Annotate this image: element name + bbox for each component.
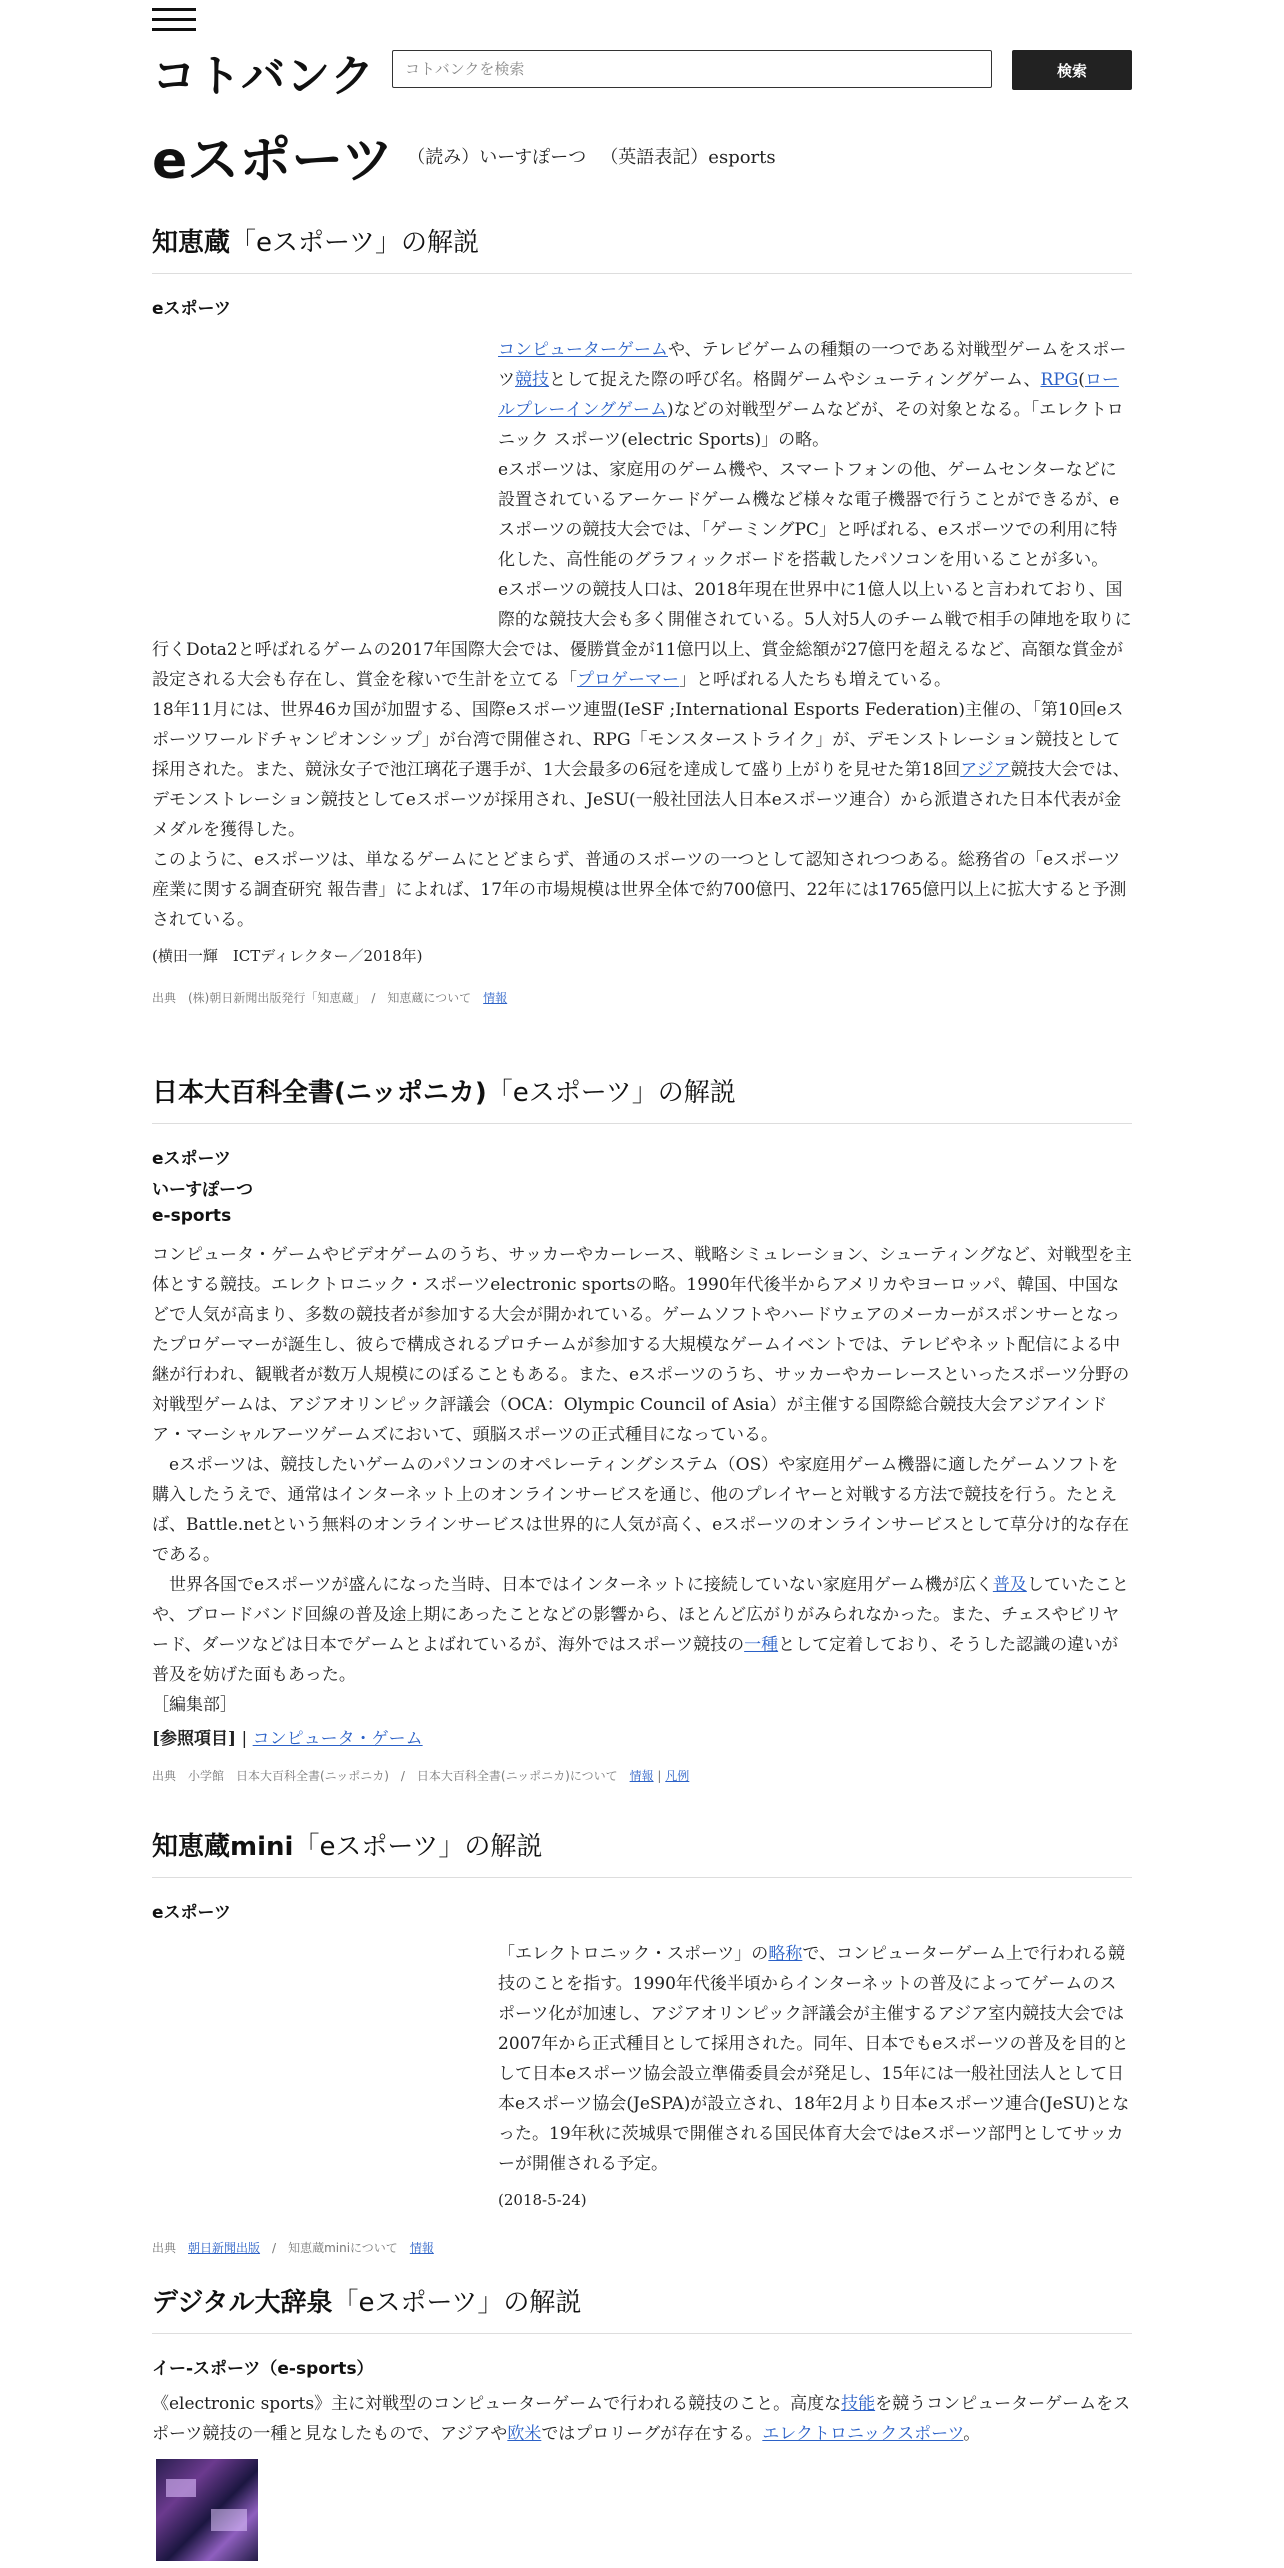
link-rpg[interactable]: RPG	[1040, 370, 1079, 390]
section-title	[152, 2282, 1132, 2334]
link-role-playing-game[interactable]: ロールプレーイングゲーム	[498, 370, 1119, 420]
dictionary-name: 知恵蔵	[152, 228, 231, 258]
entry-heading	[152, 1144, 1132, 1226]
hamburger-menu-icon[interactable]	[152, 8, 196, 32]
link-isshu[interactable]: 一種	[744, 1635, 779, 1655]
publisher-link[interactable]: 朝日新聞出版	[188, 2241, 261, 2255]
paragraph: eスポーツの競技人口は、2018年現在世界中に1億人以上いると言われており、国際的な競技大会も多く開催されている。5人対5人のチーム戦で相手の陣地を取りに行くDota2と呼ばれるゲームの2017年国際大会では、優勝賞金が11億円以上、賞金総額が27億円を超えるなど、高額な賞金が設定される大会も存在し、賞金を稼いで生計を立てる「プロゲーマー」と呼ばれる人たちも増えている。	[152, 580, 1132, 690]
paragraph: 「エレクトロニック・スポーツ」の略称で、コンピューターゲーム上で行われる競技のことを指す。1990年代後半頃からインターネットの普及によってゲームのスポーツ化が加速し、アジアオリンピック評議会が主催するアジア室内競技大会では2007年から正式種目として採用された。同年、日本でもeスポーツの普及を目的として日本eスポーツ協会設立準備委員会が発足し、15年には一般社団法人として日本eスポーツ協会(JeSPA)が設立され、18年2月より日本eスポーツ連合(JeSU)となった。19年秋に茨城県で開催される国民体育大会ではeスポーツ部門としてサッカーが開催される予定。	[498, 1944, 1130, 2174]
link-gino[interactable]: 技能	[841, 2394, 876, 2414]
dictionary-name: 日本大百科全書(ニッポニカ)	[152, 1078, 487, 1108]
entry-english: e-sports	[152, 1206, 232, 1226]
reference-items: [参照項目] | コンピュータ・ゲーム	[152, 1729, 423, 1749]
paragraph: コンピューターゲームや、テレビゲームの種類の一つである対戦型ゲームをスポーツ競技として捉えた際の呼び名。格闘ゲームやシューティングゲーム、RPG(ロールプレーイングゲーム)などの対戦型ゲームなどが、その対象となる。「エレクトロニック スポーツ(electric Sports)」の略。	[498, 340, 1127, 450]
editor-credit: ［編集部］	[152, 1695, 237, 1715]
esports-thumbnail-image[interactable]	[156, 2459, 258, 2561]
dictionary-name: デジタル大辞泉	[152, 2288, 333, 2318]
english-notation: （英語表記）esports	[600, 146, 776, 168]
entry-body	[152, 2389, 1132, 2449]
source-line: 出典 (株)朝日新聞出版発行「知恵蔵」 / 知恵蔵について 情報	[152, 991, 508, 1005]
author-credit: (横田一輝 ICTディレクター／2018年)	[152, 947, 423, 965]
info-link[interactable]: 情報	[409, 2241, 434, 2255]
dictionary-name: 知恵蔵mini	[152, 1832, 294, 1862]
section-title	[152, 1826, 1132, 1878]
page-title	[152, 118, 776, 193]
legend-link[interactable]: 凡例	[665, 1769, 690, 1783]
section-title	[152, 1072, 1132, 1124]
link-fukyu[interactable]: 普及	[992, 1575, 1027, 1595]
source-line: 出典 小学館 日本大百科全書(ニッポニカ) / 日本大百科全書(ニッポニカ)について 情報 | 凡例	[152, 1769, 690, 1783]
paragraph: eスポーツは、家庭用のゲーム機や、スマートフォンの他、ゲームセンターなどに設置されているアーケードゲーム機など様々な電子機器で行うことができるが、eスポーツの競技大会では、「ゲーミングPC」と呼ばれる、eスポーツでの利用に特化した、高性能のグラフィックボードを搭載したパソコンを用いることが多い。	[498, 460, 1120, 570]
link-electronic-sports[interactable]: エレクトロニックスポーツ	[762, 2424, 964, 2444]
info-link[interactable]: 情報	[483, 991, 508, 1005]
date-credit: (2018-5-24)	[498, 2191, 587, 2209]
link-pro-gamer[interactable]: プロゲーマー	[577, 670, 679, 690]
entry-reading: いーすぽーつ	[152, 1180, 254, 1200]
paragraph: コンピュータ・ゲームやビデオゲームのうち、サッカーやカーレース、戦略シミュレーション、シューティングなど、対戦型を主体とする競技。エレクトロニック・スポーツelectronic sportsの略。1990年代後半からアメリカやヨーロッパ、韓国、中国などで人気が高まり、多数の競技者が参加する大会が開かれている。ゲームソフトやハードウェアのメーカーがスポンサーとなったプロゲーマーが誕生し、彼らで構成されるプロチームが参加する大規模なゲームイベントでは、テレビやネット配信による中継が行われ、観戦者が数万人規模にのぼることもある。また、eスポーツのうち、サッカーやカーレースといったスポーツ分野の対戦型ゲームは、アジアオリンピック評議会（OCA：Olympic Council of Asia）が主催する国際総合競技大会アジアインドア・マーシャルアーツゲームズにおいて、頭脳スポーツの正式種目になっている。	[152, 1245, 1132, 1445]
site-logo[interactable]: コトバンク	[152, 51, 376, 102]
paragraph: 18年11月には、世界46カ国が加盟する、国際eスポーツ連盟(IeSF ;International Esports Federation)主催の、「第10回eスポーツワールドチャンピオンシップ」が台湾で開催され、RPG「モンスターストライク」が、デモンストレーション競技として採用された。また、競泳女子で池江璃花子選手が、1大会最多の6冠を達成して盛り上がりを見せた第18回アジア競技大会では、デモンストレーション競技としてeスポーツが採用され、JeSU(一般社団法人日本eスポーツ連合）から派遣された日本代表が金メダルを獲得した。	[152, 700, 1130, 840]
link-computer-game-ref[interactable]: コンピュータ・ゲーム	[252, 1729, 423, 1749]
link-ryakusho[interactable]: 略称	[768, 1944, 803, 1964]
info-link[interactable]: 情報	[629, 1769, 654, 1783]
source-line: 出典 朝日新聞出版 / 知恵蔵miniについて 情報	[152, 2241, 434, 2255]
link-computer-game[interactable]: コンピューターゲーム	[498, 340, 668, 360]
headword: eスポーツ	[152, 131, 394, 191]
entry-heading-text: イー‐スポーツ（e-sports）	[152, 2359, 374, 2379]
entry-heading	[152, 2354, 1132, 2379]
section-nipponica	[152, 1072, 1132, 1784]
entry-body	[152, 1240, 1132, 1720]
paragraph: このように、eスポーツは、単なるゲームにとどまらず、普通のスポーツの一つとして認知されつつある。総務省の「eスポーツ産業に関する調査研究 報告書」によれば、17年の市場規模は世界全体で約700億円、22年には1765億円以上に拡大すると予測されている。	[152, 850, 1127, 930]
section-chiezo	[152, 222, 1132, 1006]
entry-heading-text: eスポーツ	[152, 299, 231, 319]
link-obei[interactable]: 欧米	[507, 2424, 542, 2444]
entry-heading	[152, 294, 1132, 319]
refs-label: [参照項目]	[152, 1729, 237, 1749]
section-title-rest: 「eスポーツ」の解説	[486, 1078, 736, 1108]
section-chiezo-mini	[152, 1826, 1132, 2256]
entry-body	[152, 335, 1132, 971]
link-kyogi[interactable]: 競技	[515, 370, 549, 390]
entry-heading-text: eスポーツ	[152, 1149, 231, 1169]
paragraph: 《electronic sports》主に対戦型のコンピューターゲームで行われる競技のこと。高度な技能を競うコンピューターゲームをスポーツ競技の一種と見なしたもので、アジアや欧米ではプロリーグが存在する。エレクトロニックスポーツ。	[152, 2394, 1131, 2444]
section-title-rest: 「eスポーツ」の解説	[230, 228, 479, 258]
entry-heading	[152, 1898, 1132, 1923]
paragraph: eスポーツは、競技したいゲームのパソコンのオペレーティングシステム（OS）や家庭用ゲーム機器に適したゲームソフトを購入したうえで、通常はインターネット上のオンラインサービスを通じ、他のプレイヤーと対戦する方法で競技を行う。たとえば、Battle.netという無料のオンラインサービスは世界的に人気が高く、eスポーツのオンラインサービスとして草分け的な存在である。	[152, 1455, 1130, 1565]
section-title	[152, 222, 1132, 274]
section-title-rest: 「eスポーツ」の解説	[293, 1832, 543, 1862]
section-daijisen	[152, 2282, 1132, 2561]
entry-body	[152, 1939, 1132, 2215]
link-asia[interactable]: アジア	[960, 760, 1011, 780]
entry-heading-text: eスポーツ	[152, 1903, 231, 1923]
search-input[interactable]	[392, 50, 992, 88]
paragraph: 世界各国でeスポーツが盛んになった当時、日本ではインターネットに接続していない家庭用ゲーム機が広く普及していたことや、ブロードバンド回線の普及途上期にあったことなどの影響から、ほとんど広がりがみられなかった。また、チェスやビリヤード、ダーツなどは日本でゲームとよばれているが、海外ではスポーツ競技の一種として定着しており、そうした認識の違いが普及を妨げた面もあった。	[152, 1575, 1129, 1685]
reading: （読み）いーすぽーつ	[407, 146, 587, 168]
section-title-rest: 「eスポーツ」の解説	[332, 2288, 582, 2318]
search-button[interactable]: 検索	[1012, 50, 1132, 90]
